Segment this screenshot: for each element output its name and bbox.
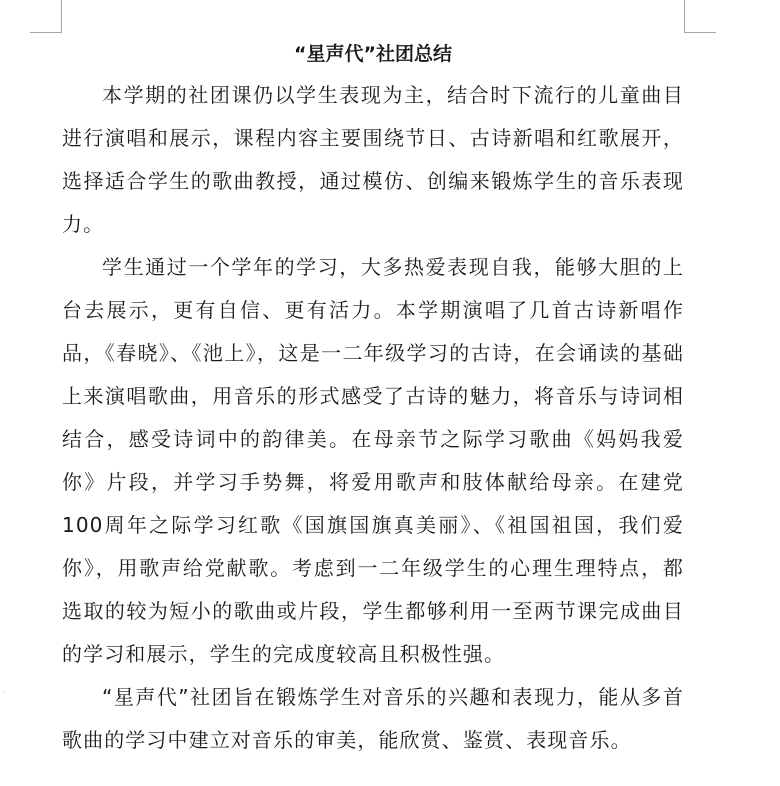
paragraph-2: 学生通过一个学年的学习，大多热爱表现自我，能够大胆的上台去展示，更有自信、更有活力。本学期演唱了几首古诗新唱作品，《春晓》、《池上》，这是一二年级学习的古诗，在会诵读的基础上来演唱歌曲，用音乐的形式感受了古诗的魅力，将音乐与诗词相结合，感受诗词中的韵律美。在母亲节之际学习歌曲《妈妈我爱你》片段，并学习手势舞，将爱用歌声和肢体献给母亲。在建党100周年之际学习红歌《国旗国旗真美丽》、《祖国祖国，我们爱你》，用歌声给党献歌。考虑到一二年级学生的心理生理特点，都选取的较为短小的歌曲或片段，学生都够利用一至两节课完成曲目的学习和展示，学生的完成度较高且积极性强。 xyxy=(62,255,684,666)
document-title: “星声代”社团总结 xyxy=(294,43,452,65)
margin-marker-icon: · xyxy=(2,688,5,698)
document-page[interactable] xyxy=(62,34,684,762)
paragraph-1: 本学期的社团课仍以学生表现为主，结合时下流行的儿童曲目进行演唱和展示，课程内容主要围绕节日、古诗新唱和红歌展开，选择适合学生的歌曲教授，通过模仿、创编来锻炼学生的音乐表现力。 xyxy=(62,83,684,236)
paragraph-3: “星声代”社团旨在锻炼学生对音乐的兴趣和表现力，能从多首歌曲的学习中建立对音乐的审美，能欣赏、鉴赏、表现音乐。 xyxy=(62,685,684,752)
page-corner-mark-top-right xyxy=(684,0,685,33)
page-corner-mark-top-left xyxy=(30,32,62,33)
page-corner-mark-top-right xyxy=(684,32,716,33)
page-corner-mark-top-left xyxy=(61,0,62,33)
